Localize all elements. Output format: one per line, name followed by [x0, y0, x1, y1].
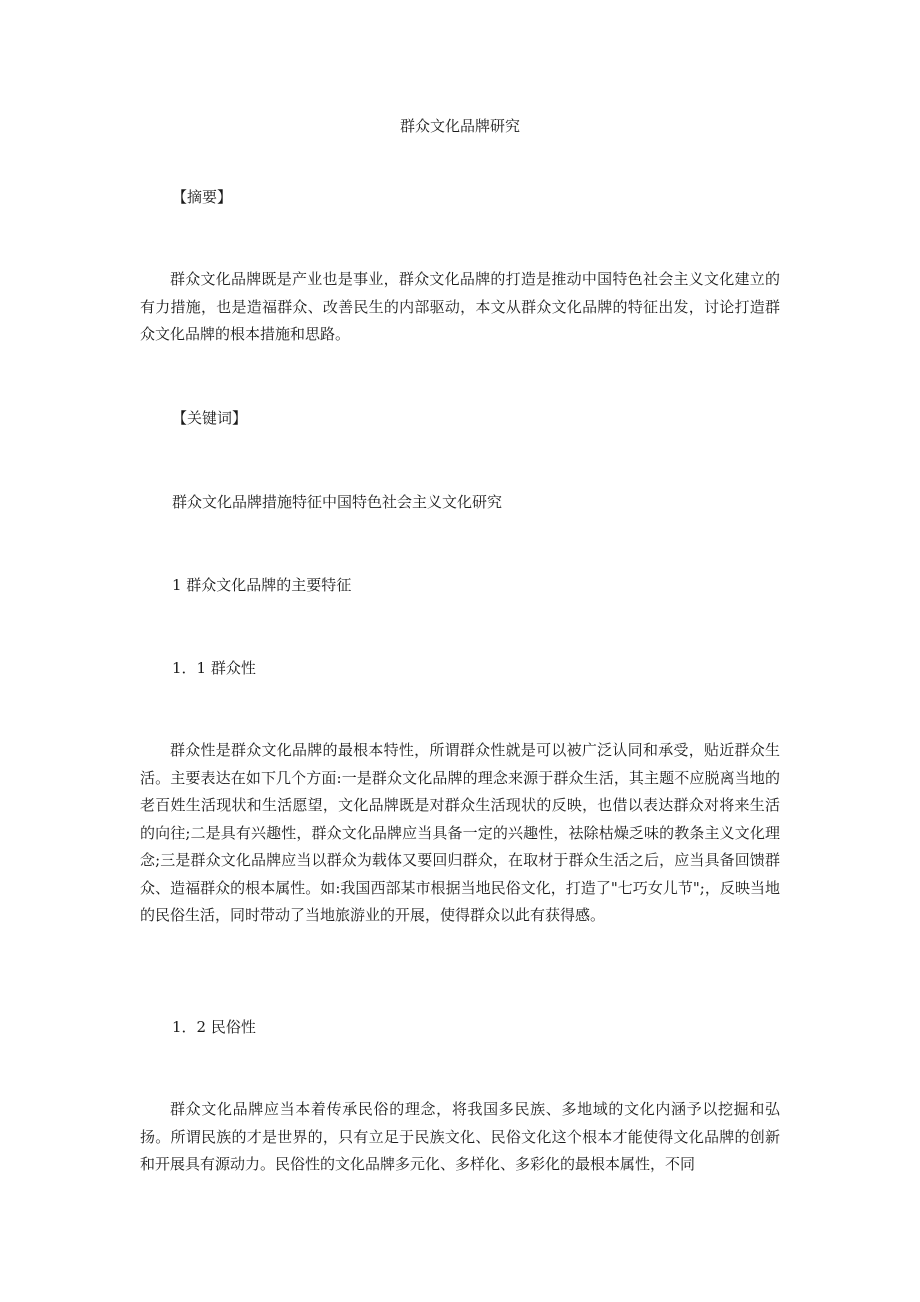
keywords-text: 群众文化品牌措施特征中国特色社会主义文化研究 [172, 493, 503, 511]
abstract-heading: 【摘要】 [172, 188, 233, 206]
document-title: 群众文化品牌研究 [399, 117, 520, 135]
section-1-2-heading: 1．2 民俗性 [172, 1018, 256, 1036]
abstract-paragraph: 群众文化品牌既是产业也是事业，群众文化品牌的打造是推动中国特色社会主义文化建立的有力措施，也是造福群众、改善民生的内部驱动，本文从群众文化品牌的特征出发，讨论打造群众文化品牌的根本措施和思路。 [140, 270, 780, 343]
section-1-1-paragraph: 群众性是群众文化品牌的最根本特性，所谓群众性就是可以被广泛认同和承受，贴近群众生活。主要表达在如下几个方面:一是群众文化品牌的理念来源于群众生活，其主题不应脱离当地的老百姓生活现状和生活愿望，文化品牌既是对群众生活现状的反映，也借以表达群众对将来生活的向往;二是具有兴趣性，群众文化品牌应当具备一定的兴趣性，祛除枯燥乏味的教条主义文化理念;三是群众文化品牌应当以群众为载体又要回归群众，在取材于群众生活之后，应当具备回馈群众、造福群众的根本属性。如:我国西部某市根据当地民俗文化，打造了"七巧女儿节";，反映当地的民俗生活，同时带动了当地旅游业的开展，使得群众以此有获得感。 [140, 741, 780, 924]
section-1-heading: 1 群众文化品牌的主要特征 [172, 576, 352, 594]
section-1-2-paragraph: 群众文化品牌应当本着传承民俗的理念，将我国多民族、多地域的文化内涵予以挖掘和弘扬。所谓民族的才是世界的，只有立足于民族文化、民俗文化这个根本才能使得文化品牌的创新和开展具有源动力。民俗性的文化品牌多元化、多样化、多彩化的最根本属性，不同 [140, 1100, 780, 1173]
section-1-1-heading: 1．1 群众性 [172, 659, 256, 677]
keywords-heading: 【关键词】 [172, 409, 248, 427]
